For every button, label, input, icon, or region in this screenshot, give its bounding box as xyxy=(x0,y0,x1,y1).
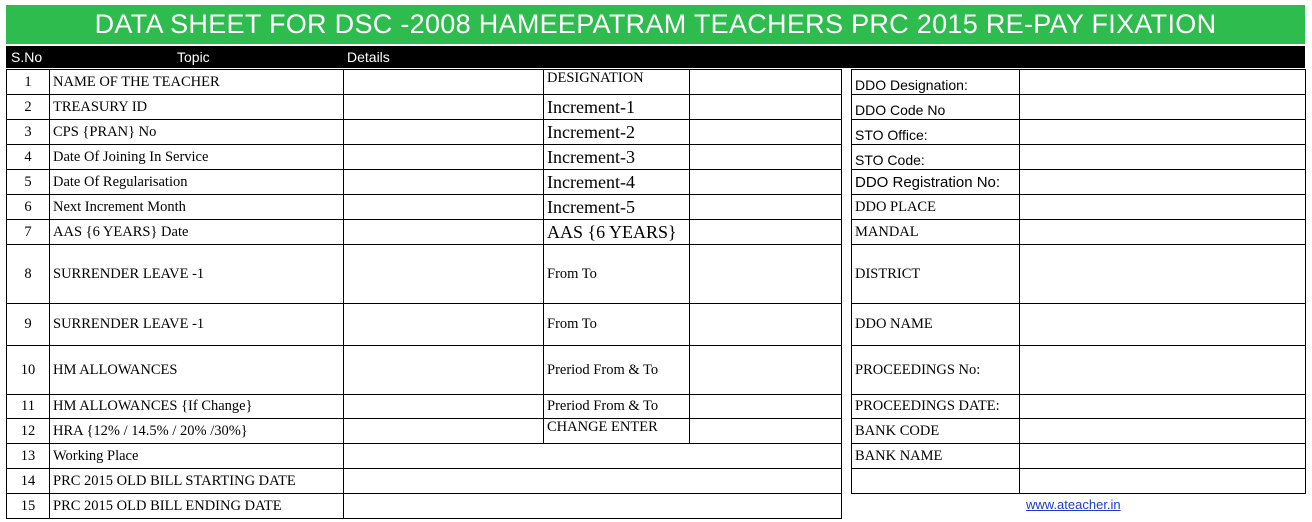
right-value-input[interactable] xyxy=(1019,418,1306,444)
mid-value-input[interactable] xyxy=(689,144,842,170)
right-label: BANK CODE xyxy=(851,418,1020,444)
right-value-input[interactable] xyxy=(1019,94,1306,120)
row-topic: TREASURY ID xyxy=(49,94,344,120)
mid-label: Increment-1 xyxy=(543,94,690,120)
right-label: DDO Code No xyxy=(851,94,1020,120)
row-number: 10 xyxy=(6,345,50,395)
details-input[interactable] xyxy=(343,119,544,145)
row-topic: PRC 2015 OLD BILL ENDING DATE xyxy=(49,493,344,519)
row-topic: NAME OF THE TEACHER xyxy=(49,69,344,95)
details-input[interactable] xyxy=(343,493,842,519)
mid-value-input[interactable] xyxy=(689,219,842,245)
mid-value-input[interactable] xyxy=(689,303,842,346)
mid-label: Increment-5 xyxy=(543,194,690,220)
mid-value-input[interactable] xyxy=(689,418,842,444)
row-number: 14 xyxy=(6,468,50,494)
row-topic: SURRENDER LEAVE -1 xyxy=(49,303,344,346)
right-value-input[interactable] xyxy=(1019,144,1306,170)
right-value-input[interactable] xyxy=(1019,468,1306,494)
row-topic: Next Increment Month xyxy=(49,194,344,220)
details-input[interactable] xyxy=(343,69,544,95)
row-topic: AAS {6 YEARS} Date xyxy=(49,219,344,245)
details-input[interactable] xyxy=(343,244,544,304)
right-value-input[interactable] xyxy=(1019,219,1306,245)
row-topic: SURRENDER LEAVE -1 xyxy=(49,244,344,304)
details-input[interactable] xyxy=(343,303,544,346)
details-input[interactable] xyxy=(343,219,544,245)
row-topic: HM ALLOWANCES {If Change} xyxy=(49,394,344,419)
right-value-input[interactable] xyxy=(1019,394,1306,419)
details-input[interactable] xyxy=(343,468,842,494)
details-input[interactable] xyxy=(343,144,544,170)
right-value-input[interactable] xyxy=(1019,345,1306,395)
header-details: Details xyxy=(347,49,390,65)
right-value-input[interactable] xyxy=(1019,69,1306,95)
right-label: DDO NAME xyxy=(851,303,1020,346)
right-label: STO Office: xyxy=(851,119,1020,145)
right-label: DDO Registration No: xyxy=(851,169,1020,195)
row-number: 4 xyxy=(6,144,50,170)
row-number: 7 xyxy=(6,219,50,245)
footer-link[interactable]: www.ateacher.in xyxy=(1026,497,1121,512)
row-number: 3 xyxy=(6,119,50,145)
details-input[interactable] xyxy=(343,194,544,220)
mid-value-input[interactable] xyxy=(689,69,842,95)
mid-value-input[interactable] xyxy=(689,169,842,195)
right-label: MANDAL xyxy=(851,219,1020,245)
right-label: PROCEEDINGS DATE: xyxy=(851,394,1020,419)
sheet-title: DATA SHEET FOR DSC -2008 HAMEEPATRAM TEACHERS PRC 2015 RE-PAY FIXATION xyxy=(6,5,1305,44)
right-value-input[interactable] xyxy=(1019,169,1306,195)
mid-value-input[interactable] xyxy=(689,394,842,419)
header-sno: S.No xyxy=(11,49,43,65)
row-number: 13 xyxy=(6,443,50,469)
mid-label: Increment-4 xyxy=(543,169,690,195)
mid-label: Preriod From & To xyxy=(543,394,690,419)
details-input[interactable] xyxy=(343,418,544,444)
right-value-input[interactable] xyxy=(1019,244,1306,304)
right-value-input[interactable] xyxy=(1019,119,1306,145)
mid-label: Increment-3 xyxy=(543,144,690,170)
details-input[interactable] xyxy=(343,345,544,395)
mid-label: From To xyxy=(543,244,690,304)
right-label: PROCEEDINGS No: xyxy=(851,345,1020,395)
row-topic: PRC 2015 OLD BILL STARTING DATE xyxy=(49,468,344,494)
details-input[interactable] xyxy=(343,169,544,195)
row-number: 8 xyxy=(6,244,50,304)
mid-label: Increment-2 xyxy=(543,119,690,145)
row-topic: Date Of Joining In Service xyxy=(49,144,344,170)
row-number: 12 xyxy=(6,418,50,444)
row-number: 2 xyxy=(6,94,50,120)
row-topic: Date Of Regularisation xyxy=(49,169,344,195)
right-label xyxy=(851,468,1020,494)
row-topic: HM ALLOWANCES xyxy=(49,345,344,395)
mid-value-input[interactable] xyxy=(689,194,842,220)
row-number: 11 xyxy=(6,394,50,419)
row-topic: CPS {PRAN} No xyxy=(49,119,344,145)
mid-value-input[interactable] xyxy=(689,119,842,145)
row-number: 1 xyxy=(6,69,50,95)
mid-value-input[interactable] xyxy=(689,94,842,120)
row-topic: HRA {12% / 14.5% / 20% /30%} xyxy=(49,418,344,444)
mid-label: AAS {6 YEARS} xyxy=(543,219,690,245)
right-label: BANK NAME xyxy=(851,443,1020,469)
right-label: DDO PLACE xyxy=(851,194,1020,220)
mid-label: Preriod From & To xyxy=(543,345,690,395)
header-row xyxy=(6,46,1305,68)
right-value-input[interactable] xyxy=(1019,303,1306,346)
row-number: 15 xyxy=(6,493,50,519)
header-topic: Topic xyxy=(177,49,210,65)
mid-label: CHANGE ENTER xyxy=(543,418,690,444)
right-label: STO Code: xyxy=(851,144,1020,170)
right-label: DISTRICT xyxy=(851,244,1020,304)
mid-value-input[interactable] xyxy=(689,345,842,395)
mid-label: From To xyxy=(543,303,690,346)
mid-value-input[interactable] xyxy=(689,244,842,304)
row-number: 5 xyxy=(6,169,50,195)
right-value-input[interactable] xyxy=(1019,443,1306,469)
details-input[interactable] xyxy=(343,94,544,120)
details-input[interactable] xyxy=(343,394,544,419)
right-label: DDO Designation: xyxy=(851,69,1020,95)
row-topic: Working Place xyxy=(49,443,344,469)
details-input[interactable] xyxy=(343,443,842,469)
mid-label: DESIGNATION xyxy=(543,69,690,95)
row-number: 6 xyxy=(6,194,50,220)
row-number: 9 xyxy=(6,303,50,346)
right-value-input[interactable] xyxy=(1019,194,1306,220)
